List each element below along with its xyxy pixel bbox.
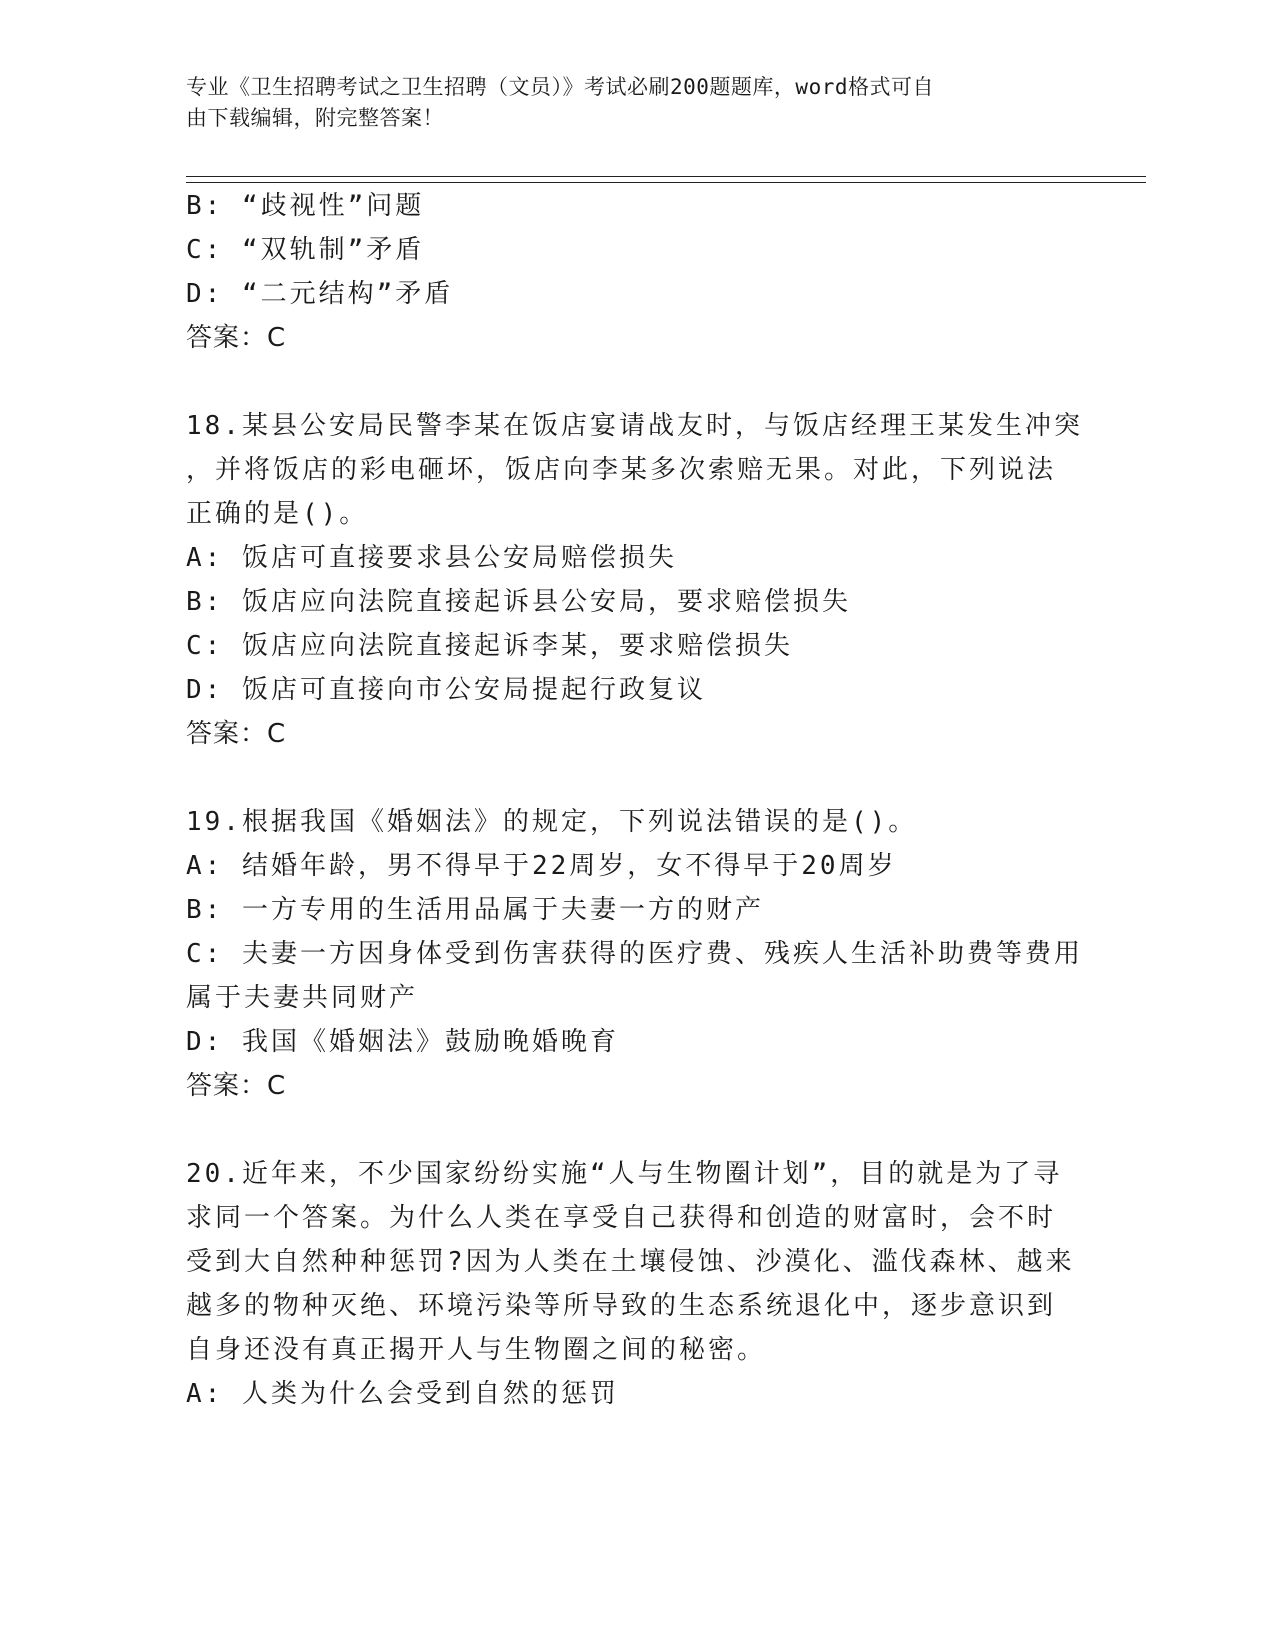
q17-answer: 答案：C [186,323,287,353]
q19-option-c-line-2: 属于夫妻共同财产 [186,983,419,1013]
q19-answer: 答案：C [186,1071,287,1101]
q19-option-d: D: 我国《婚姻法》鼓励晚婚晚育 [186,1027,619,1057]
q20-stem-line-2: 求同一个答案。为什么人类在享受自己获得和创造的财富时，会不时 [186,1203,1057,1233]
q18-option-c: C: 饭店应向法院直接起诉李某，要求赔偿损失 [186,631,793,661]
q17-option-c: C: “双轨制”矛盾 [186,235,425,265]
q17-option-b: B: “歧视性”问题 [186,191,425,221]
q18-stem-line-3: 正确的是()。 [186,499,369,529]
header-line-1: 专业《卫生招聘考试之卫生招聘（文员）》考试必刷200题题库，word格式可自 [186,75,934,99]
header-rule-bottom [186,182,1146,183]
q20-stem-line-1: 20.近年来，不少国家纷纷实施“人与生物圈计划”，目的就是为了寻 [186,1159,1063,1189]
q18-stem-line-2: ，并将饭店的彩电砸坏，饭店向李某多次索赔无果。对此，下列说法 [186,455,1057,485]
document-header [186,72,1066,134]
q18-answer: 答案：C [186,719,287,749]
q19-stem-line-1: 19.根据我国《婚姻法》的规定，下列说法错误的是()。 [186,807,918,837]
q18-stem-line-1: 18.某县公安局民警李某在饭店宴请战友时，与饭店经理王某发生冲突 [186,411,1083,441]
q18-option-b: B: 饭店应向法院直接起诉县公安局，要求赔偿损失 [186,587,851,617]
header-rule-top [186,176,1146,177]
q19-option-b: B: 一方专用的生活用品属于夫妻一方的财产 [186,895,764,925]
q20-stem-line-5: 自身还没有真正揭开人与生物圈之间的秘密。 [186,1335,767,1365]
q18-option-a: A: 饭店可直接要求县公安局赔偿损失 [186,543,677,573]
q20-stem-line-3: 受到大自然种种惩罚?因为人类在土壤侵蚀、沙漠化、滥伐森林、越来 [186,1247,1075,1277]
q19-option-c-line-1: C: 夫妻一方因身体受到伤害获得的医疗费、残疾人生活补助费等费用 [186,939,1083,969]
header-line-2: 由下载编辑，附完整答案！ [186,106,444,130]
q18-option-d: D: 饭店可直接向市公安局提起行政复议 [186,675,706,705]
q19-option-a: A: 结婚年龄，男不得早于22周岁，女不得早于20周岁 [186,851,897,881]
q20-stem-line-4: 越多的物种灭绝、环境污染等所导致的生态系统退化中，逐步意识到 [186,1291,1057,1321]
q20-option-a: A: 人类为什么会受到自然的惩罚 [186,1379,619,1409]
q17-option-d: D: “二元结构”矛盾 [186,279,454,309]
